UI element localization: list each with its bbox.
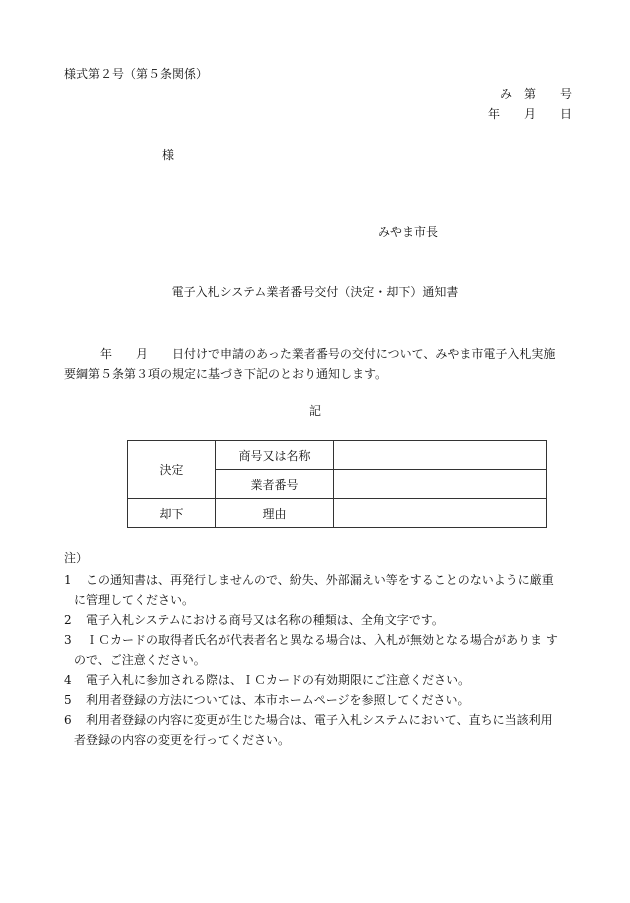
notes-heading: 注） [64, 551, 89, 565]
vendor-number-label: 業者番号 [216, 470, 334, 499]
trade-name-label: 商号又は名称 [216, 441, 334, 470]
issuer-name: みやま市長 [378, 225, 439, 239]
form-label: 様式第２号（第５条関係） [64, 67, 209, 81]
recipient-honorific: 様 [162, 148, 175, 162]
list-item: 5 利用者登録の方法については、本市ホームページを参照してください。 [64, 693, 470, 707]
document-date: 年 月 日 [487, 107, 572, 121]
body-line-1: 年 月 日付けで申請のあった業者番号の交付について、みやま市電子入札実施 [100, 347, 556, 361]
reject-label: 却下 [128, 499, 216, 528]
vendor-number-value [334, 470, 547, 499]
body-line-2: 要綱第５条第３項の規定に基づき下記のとおり通知します。 [64, 367, 388, 381]
table-row [128, 499, 547, 528]
notes-list [64, 570, 574, 750]
record-table [127, 440, 547, 528]
list-item: 2 電子入札システムにおける商号又は名称の種類は、全角文字です。 [64, 613, 444, 627]
list-item: 4 電子入札に参加される際は、ＩＣカードの有効期限にご注意ください。 [64, 673, 471, 687]
list-item: 1 この通知書は、再発行しませんので、紛失、外部漏えい等をすることのないように厳重 に管理してください。 [64, 573, 554, 607]
ki-label: 記 [308, 404, 321, 418]
reason-label: 理由 [216, 499, 334, 528]
body-paragraph [64, 344, 579, 384]
table-row [128, 441, 547, 470]
trade-name-value [334, 441, 547, 470]
document-title: 電子入札システム業者番号交付（決定・却下）通知書 [171, 285, 459, 299]
document-number: み 第 号 [499, 87, 572, 101]
reason-value [334, 499, 547, 528]
decision-label: 決定 [128, 441, 216, 499]
list-item: 3 ＩＣカードの取得者氏名が代表者名と異なる場合は、入札が無効となる場合がありま す ので、ご注意ください。 [64, 633, 558, 667]
list-item: 6 利用者登録の内容に変更が生じた場合は、電子入札システムにおいて、直ちに当該利用 者登録の内容の変更を行ってください。 [64, 713, 553, 747]
